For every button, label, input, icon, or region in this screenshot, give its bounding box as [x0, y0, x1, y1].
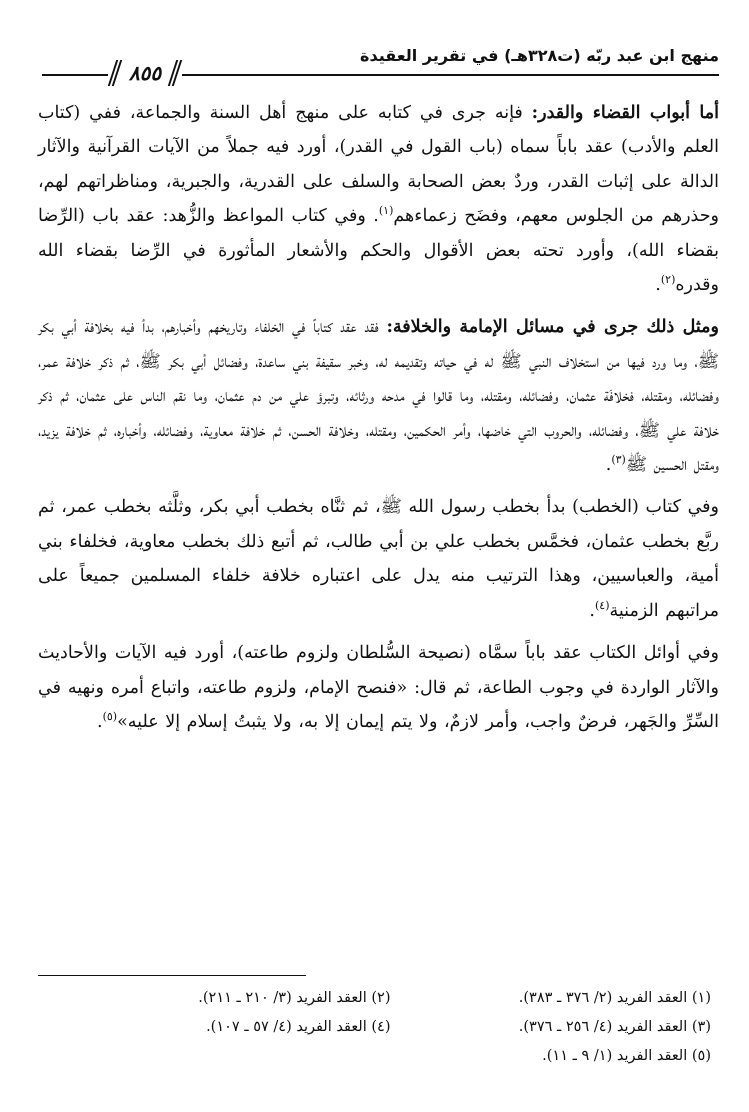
footnote-4: (٤) العقد الفريد (٤/ ٥٧ ـ ١٠٧).	[206, 1019, 391, 1035]
paragraph-text: فإنه جرى في كتابه على منهج أهل السنة والجماعة، ففي (كتاب العلم والأدب) عقد باباً سماه (باب القول في القدر)، أورد فيه جملاً من الآيات القرآنية والآثار الدالة على إثبات القدر، وردٌ بعض الصحابة والسلف على القدرية، والجبرية، ومناظراتهم لهم، وحذرهم من الجلوس معهم، وفضَح زعماءهم	[38, 103, 719, 227]
footnotes	[90, 985, 711, 1070]
footnote-5: (٥) العقد الفريد (١/ ٩ ـ ١١).	[542, 1048, 711, 1064]
paragraph-lead: أما أبواب القضاء والقدر:	[531, 103, 719, 123]
paragraph-text: وفي أوائل الكتاب عقد باباً سمَّاه (نصيحة السُّلطان ولزوم طاعته)، أورد فيه الآيات والأحاديث والآثار الواردة في وجوب الطاعة، ثم قال: «فنصح الإمام، ولزوم طاعته، واتباع أمره ونهيه في السِّرِّ والجَهر، فرضٌ واجب، وأمر لازمٌ، ولا يتم إيمان إلا به، ولا يثبتُ إسلام إلا عليه»	[38, 643, 719, 732]
paragraph-khutab	[38, 490, 719, 628]
paragraph-text: وفي كتاب (الخطب) بدأ بخطب رسول الله ﷺ، ثم ثنَّاه بخطب أبي بكر، وثلَّثه بخطب عمر، ثم ربَّع بخطب عثمان، فخمَّس بخطب علي بن أبي طالب، ثم أتبع ذلك بخطب معاوية، فخلفاء بني أمية، والعباسيين، وهذا الترتيب منه يدل على اعتباره خلافة خلفاء المسلمين جميعاً على مراتبهم الزمنية	[38, 497, 719, 621]
footnote-ref: (٢)	[660, 273, 676, 287]
paragraph-tail: .	[605, 455, 612, 476]
footnote-ref: (٣)	[611, 453, 626, 467]
footnote-separator	[38, 975, 306, 976]
page-header	[42, 40, 719, 85]
paragraph-lead: ومثل ذلك جرى في مسائل الإمامة والخلافة:	[386, 317, 719, 338]
paragraph-qadar	[38, 96, 719, 302]
footnote-2: (٢) العقد الفريد (٣/ ٢١٠ ـ ٢١١).	[198, 990, 391, 1006]
footnote-3: (٣) العقد الفريد (٤/ ٢٥٦ ـ ٣٧٦).	[518, 1019, 711, 1035]
paragraph-tail: .	[96, 711, 103, 732]
paragraph-tail: .	[589, 600, 595, 621]
paragraph-sultan	[38, 636, 719, 739]
paragraph-imamah	[38, 310, 719, 482]
footnote-ref: (١)	[378, 204, 394, 218]
running-title: منهج ابن عبد ربّه (ت٣٢٨هـ) في تقرير العقيدة	[360, 46, 719, 65]
footnote-1: (١) العقد الفريد (٢/ ٣٧٦ ـ ٣٨٣).	[518, 990, 711, 1006]
page-number: ٨٥٥	[128, 61, 162, 85]
paragraph-end: .	[655, 275, 661, 296]
paragraph-tail: . وفي كتاب المواعظ والزُّهد: عقد باب (الرِّضا بقضاء الله)، وأورد تحته بعض الأقوال والحكم والأشعار المأثورة في الرِّضا بقضاء الله وقدره	[38, 206, 719, 296]
footnote-ref: (٤)	[594, 598, 610, 612]
body-text	[38, 96, 719, 747]
paragraph-text: فقد عقد كتاباً في الخلفاء وتاريخهم وأخبارهم، بدأ فيه بخلافة أبي بكر ﷺ، وما ورد فيها من استخلاف النبي ﷺ له في حياته وتقديمه له، وخبر سقيفة بني ساعدة، وفضائل أبي بكر ﷺ، ثم ذكر خلافة عمر، وفضائله، ومقتله، فخلافَة عثمان، وفضائله، ومقتله، وما قالوا في مدحه ورثائه، وتبرؤ علي من دم عثمان، وما نقم الناس على عثمان، ثم ذكر خلافة علي ﷺ، وفضائله، والحروب التي خاضها، وأمر الحكمين، ومقتله، وخلافة الحسن، ثم خلافة معاوية، وفضائله، وأخباره، ثم خلافة يزيد، ومقتل الحسين ﷺ	[38, 317, 719, 476]
footnote-ref: (٥)	[102, 710, 118, 724]
page-number-box	[108, 60, 182, 86]
